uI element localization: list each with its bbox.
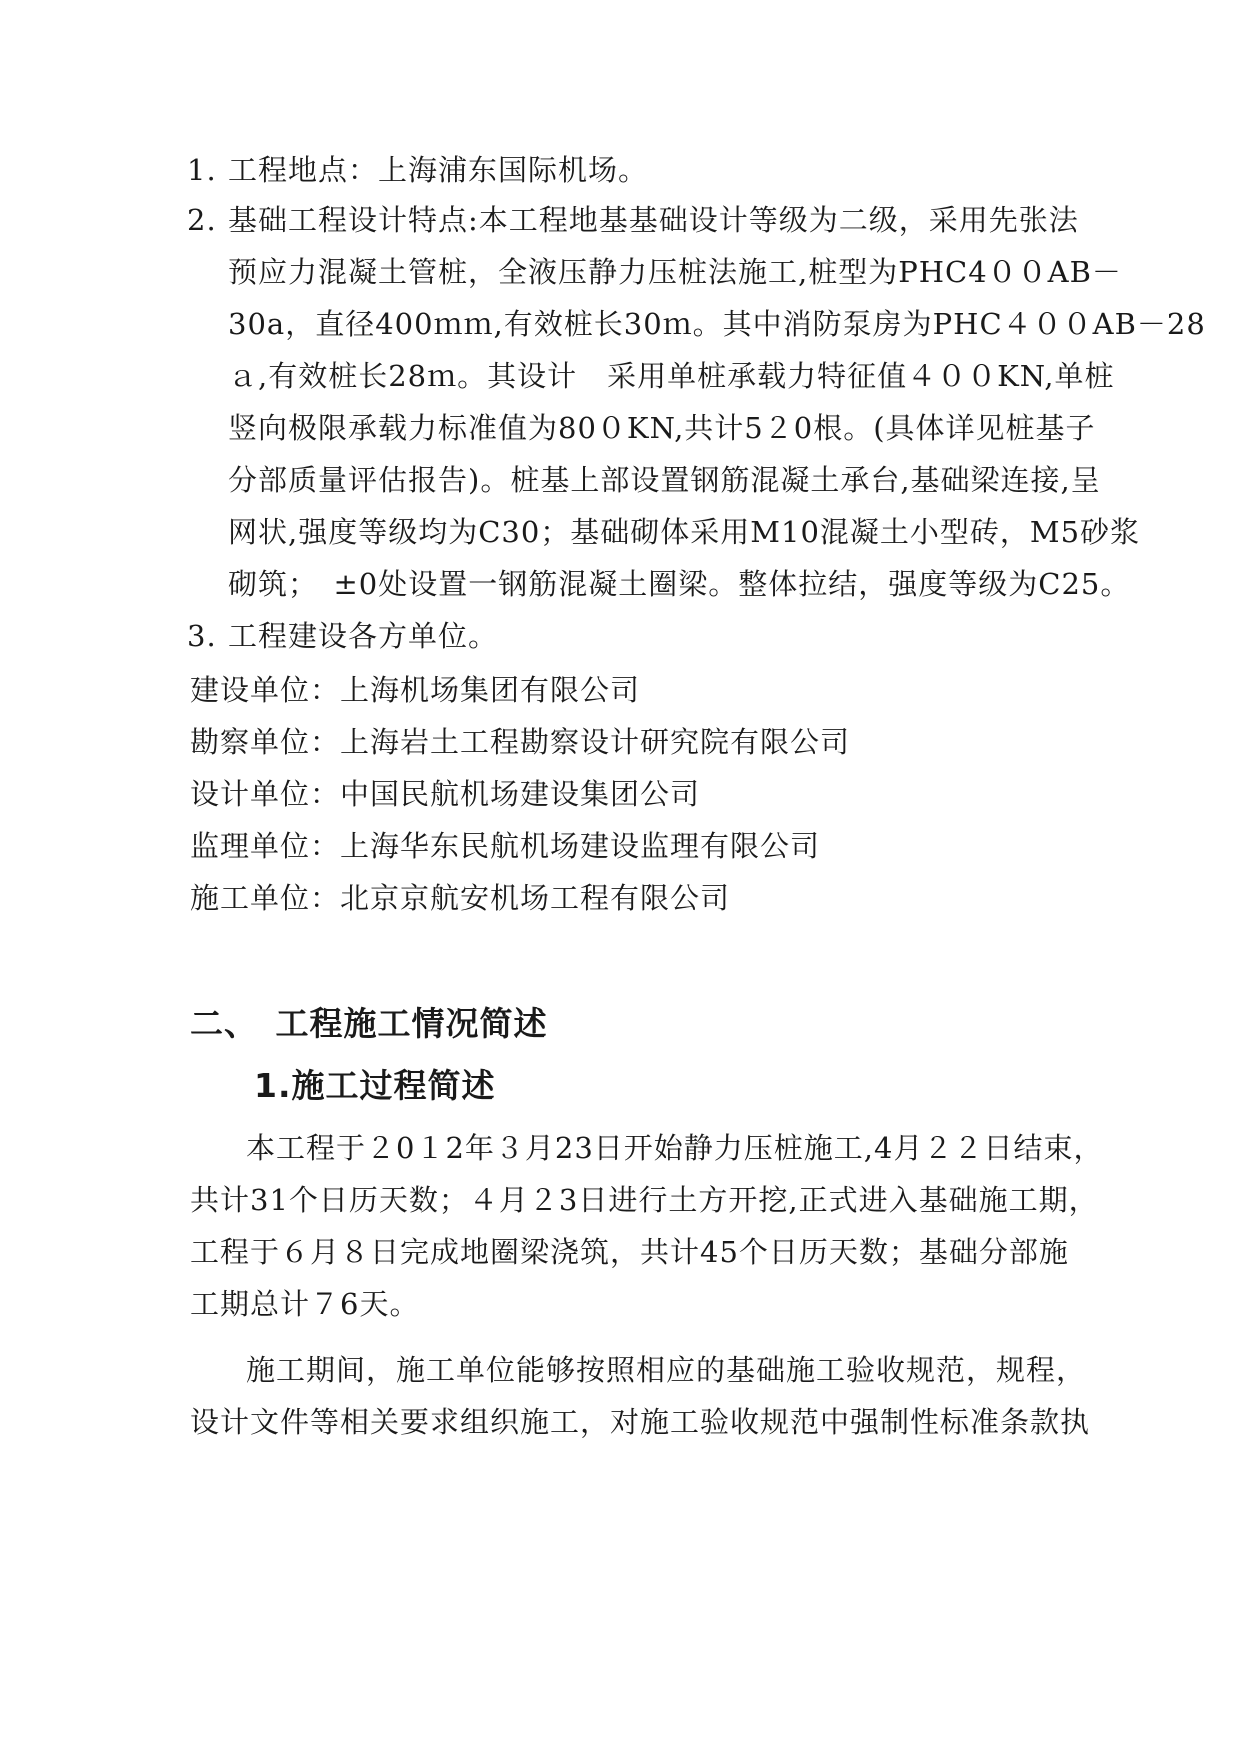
paragraph-line: 30a，直径400ｍｍ,有效桩长30ｍ。其中消防泵房为PHC４００AB－28 <box>228 307 1206 341</box>
paragraph-line: 砌筑； ±0处设置一钢筋混凝土圈梁。整体拉结，强度等级为C25。 <box>228 567 1131 601</box>
paragraph-line: 预应力混凝土管桩，全液压静力压桩法施工,桩型为PHC4００AB－ <box>228 255 1122 289</box>
list-number: 1. <box>187 153 217 187</box>
list-item-text: 工程建设各方单位。 <box>228 619 499 653</box>
list-number: 2. <box>187 203 217 237</box>
paragraph-line: 工期总计７6天。 <box>190 1287 420 1321</box>
party-name: 上海岩土工程勘察设计研究院有限公司 <box>340 725 851 759</box>
paragraph-line: 工程于６月８日完成地圈梁浇筑，共计45个日历天数；基础分部施 <box>190 1235 1069 1269</box>
party-name: 上海机场集团有限公司 <box>340 673 641 707</box>
paragraph-line: 共计31个日历天数；４月２3日进行土方开挖,正式进入基础施工期， <box>190 1183 1099 1217</box>
party-row-design <box>190 774 700 814</box>
sub-heading: 1.施工过程简述 <box>254 1066 496 1105</box>
party-row-supervision <box>190 826 820 866</box>
paragraph-line: 网状,强度等级均为C30；基础砌体采用M10混凝土小型砖，M5砂浆 <box>228 515 1141 549</box>
paragraph-line: 施工期间，施工单位能够按照相应的基础施工验收规范，规程， <box>246 1353 1087 1387</box>
paragraph-line: 设计文件等相关要求组织施工，对施工验收规范中强制性标准条款执 <box>190 1405 1091 1439</box>
party-name: 北京京航安机场工程有限公司 <box>340 881 731 915</box>
list-number: 3. <box>187 619 217 653</box>
party-name: 上海华东民航机场建设监理有限公司 <box>340 829 821 863</box>
party-role: 建设单位： <box>190 673 341 707</box>
party-role: 施工单位： <box>190 881 341 915</box>
party-row-survey <box>190 722 850 762</box>
party-role: 设计单位： <box>190 777 341 811</box>
paragraph-line: 基础工程设计特点:本工程地基基础设计等级为二级，采用先张法 <box>228 203 1079 237</box>
paragraph-line: ａ,有效桩长28ｍ。其设计 采用单桩承载力特征值４００KN,单桩 <box>228 359 1115 393</box>
party-row-construction <box>190 878 730 918</box>
section-heading: 二、 工程施工情况简述 <box>190 1004 548 1043</box>
paragraph-line: 竖向极限承载力标准值为80０KN,共计5２0根。(具体详见桩基子 <box>228 411 1096 445</box>
list-item-text: 工程地点：上海浦东国际机场。 <box>228 153 649 187</box>
party-role: 监理单位： <box>190 829 341 863</box>
paragraph-line: 本工程于２0１2年３月23日开始静力压桩施工,4月２２日结束， <box>246 1131 1104 1165</box>
paragraph-line: 分部质量评估报告)。桩基上部设置钢筋混凝土承台,基础梁连接,呈 <box>228 463 1101 497</box>
party-name: 中国民航机场建设集团公司 <box>340 777 701 811</box>
party-row-owner <box>190 670 640 710</box>
party-role: 勘察单位： <box>190 725 341 759</box>
